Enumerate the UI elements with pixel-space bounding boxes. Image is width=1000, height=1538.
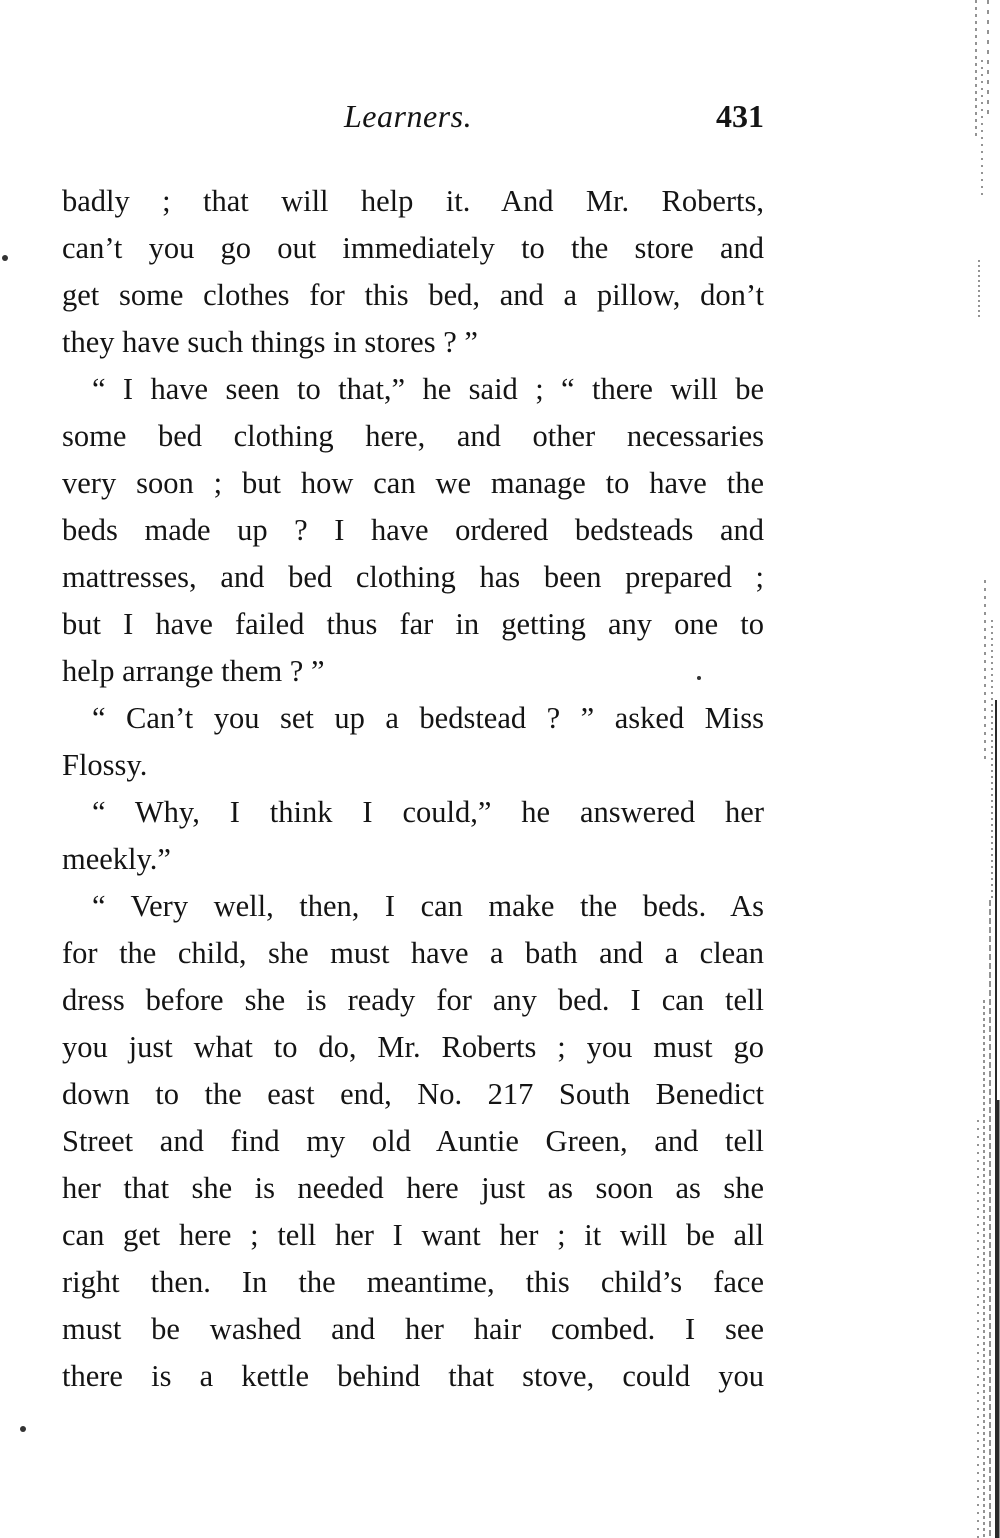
text-line: beds made up ? I have ordered bedsteads and: [62, 513, 764, 547]
text-line: right then. In the meantime, this child’s face: [62, 1265, 764, 1299]
text-line: “ Why, I think I could,” he answered her: [92, 795, 764, 829]
scan-speck: [697, 676, 701, 680]
text-line: Street and find my old Auntie Green, and tell: [62, 1124, 764, 1158]
text-line: but I have failed thus far in getting any one to: [62, 607, 764, 641]
text-line: can’t you go out immediately to the store and: [62, 231, 764, 265]
page-header: [62, 98, 764, 142]
text-line: mattresses, and bed clothing has been prepared ;: [62, 560, 764, 594]
scan-speck: [20, 1426, 26, 1432]
text-line: help arrange them ? ”: [62, 654, 325, 688]
text-line: there is a kettle behind that stove, could you: [62, 1359, 764, 1393]
text-line: Flossy.: [62, 748, 148, 782]
page-number: 431: [716, 98, 764, 134]
text-line: get some clothes for this bed, and a pillow, don’t: [62, 278, 764, 312]
text-line: you just what to do, Mr. Roberts ; you must go: [62, 1030, 764, 1064]
text-line: dress before she is ready for any bed. I can tell: [62, 983, 764, 1017]
body-text: [62, 178, 764, 1400]
text-line: down to the east end, No. 217 South Benedict: [62, 1077, 764, 1111]
text-line: “ I have seen to that,” he said ; “ there will be: [92, 372, 764, 406]
text-line: “ Very well, then, I can make the beds. As: [92, 889, 764, 923]
text-line: must be washed and her hair combed. I see: [62, 1312, 764, 1346]
text-line: can get here ; tell her I want her ; it will be all: [62, 1218, 764, 1252]
scan-gutter-artifact: [970, 0, 1000, 1538]
running-title: Learners.: [344, 98, 473, 134]
text-line: her that she is needed here just as soon as she: [62, 1171, 764, 1205]
text-line: badly ; that will help it. And Mr. Roberts,: [62, 184, 764, 218]
text-line: “ Can’t you set up a bedstead ? ” asked Miss: [92, 701, 764, 735]
scan-speck: [2, 255, 8, 261]
text-line: meekly.”: [62, 842, 171, 876]
text-line: some bed clothing here, and other necessaries: [62, 419, 764, 453]
text-line: for the child, she must have a bath and a clean: [62, 936, 764, 970]
text-line: very soon ; but how can we manage to have the: [62, 466, 764, 500]
text-line: they have such things in stores ? ”: [62, 325, 478, 359]
